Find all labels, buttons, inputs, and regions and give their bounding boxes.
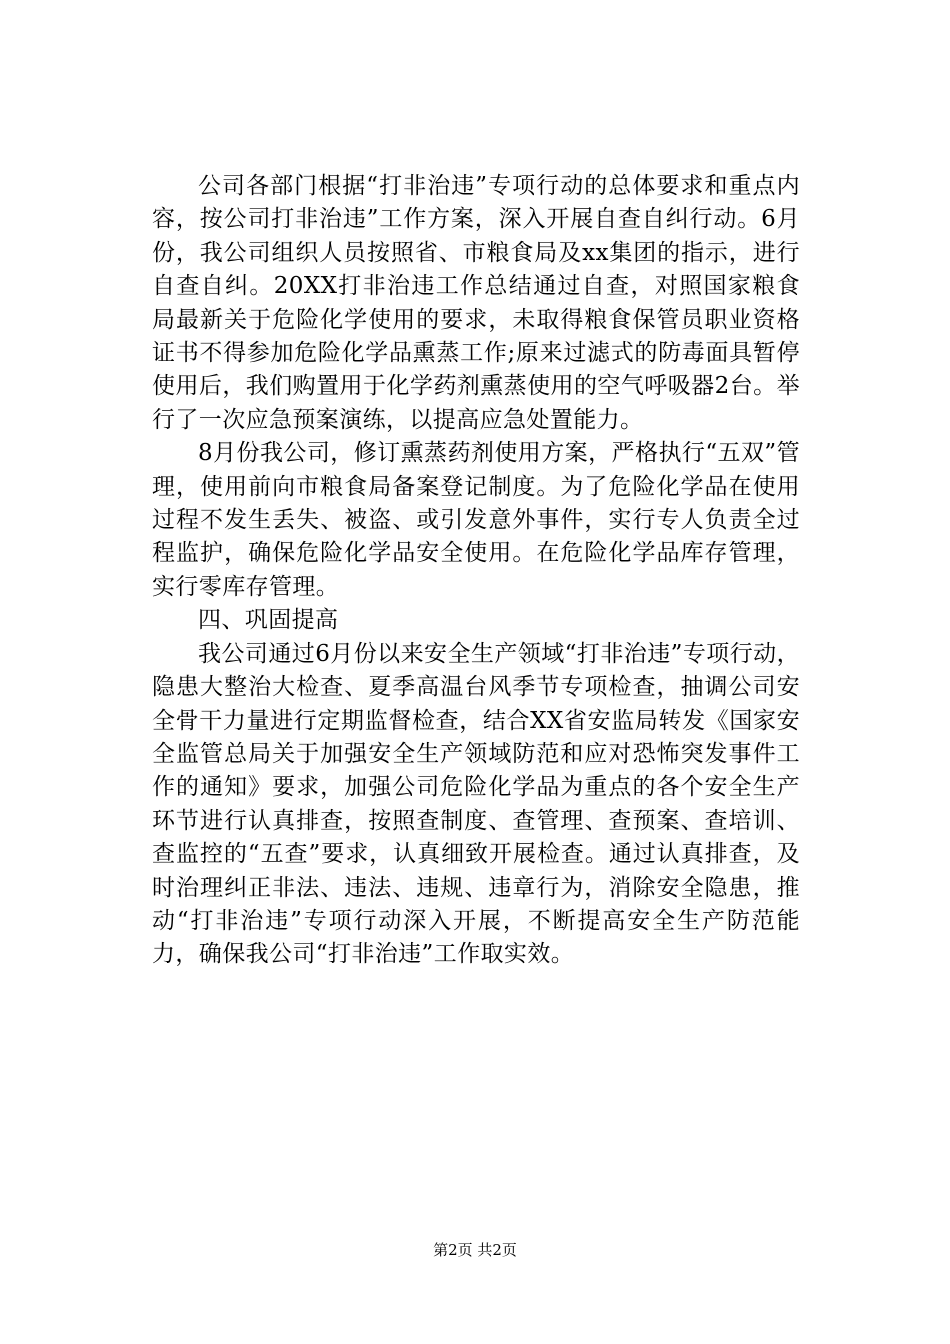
section-heading-consolidate: 四、巩固提高 <box>198 607 339 634</box>
paragraph-self-inspection: 公司各部门根据“打非治违”专项行动的总体要求和重点内容，按公司打非治违”工作方案，深入开展自查自纠行动。6月份，我公司组织人员按照省、市粮食局及xx集团的指示，进行自查自纠。20XX打非治违工作总结通过自查，对照国家粮食局最新关于危险化学使用的要求，未取得粮食保管员职业资格证书不得参加危险化学品熏蒸工作;原来过滤式的防毒面具暂停使用后，我们购置用于化学药剂熏蒸使用的空气呼吸器2台。举行了一次应急预案演练，以提高应急处置能力。 <box>152 173 800 433</box>
page-footer: 第2页 共2页 <box>433 1241 517 1259</box>
paragraph-consolidate-improve: 我公司通过6月份以来安全生产领域“打非治违”专项行动，隐患大整治大检查、夏季高温台风季节专项检查，抽调公司安全骨干力量进行定期监督检查，结合XX省安监局转发《国家安全监管总局关于加强安全生产领域防范和应对恐怖突发事件工作的通知》要求，加强公司危险化学品为重点的各个安全生产环节进行认真排查，按照查制度、查管理、查预案、查培训、查监控的“五查”要求，认真细致开展检查。通过认真排查，及时治理纠正非法、违法、违规、违章行为，消除安全隐患，推动“打非治违”专项行动深入开展，不断提高安全生产防范能力，确保我公司“打非治违”工作取实效。 <box>152 640 800 968</box>
paragraph-fumigation-management: 8月份我公司，修订熏蒸药剂使用方案，严格执行“五双”管理，使用前向市粮食局备案登记制度。为了危险化学品在使用过程不发生丢失、被盗、或引发意外事件，实行专人负责全过程监护，确保危险化学品安全使用。在危险化学品库存管理，实行零库存管理。 <box>152 440 800 600</box>
document-body <box>152 170 800 972</box>
